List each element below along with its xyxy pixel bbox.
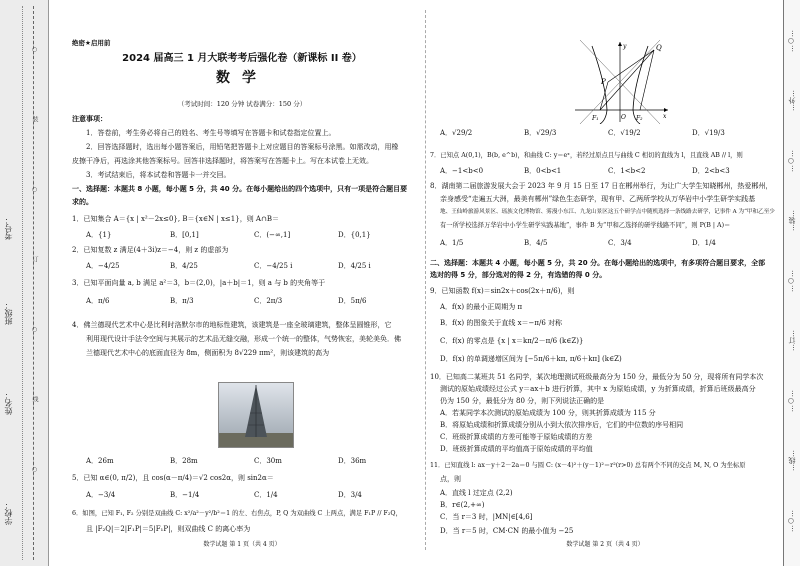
q2-option[interactable]: C．−4/25 i [254, 262, 293, 270]
q5-stem: 5．已知 α∈(0, π/2)，且 cos(α－π/4)＝√2 cos2α，则 sin2α＝ [72, 474, 274, 482]
school-label: 学校： [4, 501, 13, 525]
q4-option[interactable]: C．30m [254, 457, 282, 465]
q5-option[interactable]: A．−3/4 [86, 491, 116, 499]
q2-option[interactable]: D．4/25 i [338, 262, 371, 270]
subject-title: 数学 [216, 70, 268, 86]
q2-option[interactable]: B．4/25 [170, 262, 198, 270]
q6-line: 6．如图，已知 F₁, F₂ 分别是双曲线 C: x²/a²－y²/b²＝1 的左、右焦点，P, Q 为双曲线 C 上两点，满足 F₁P // F₂Q， [72, 510, 402, 517]
q11-option[interactable]: B．r∈(2,+∞) [440, 501, 485, 509]
q8-option[interactable]: D．1/4 [692, 239, 716, 247]
q3-option[interactable]: A．π/6 [86, 297, 110, 305]
margin-mark: …线… [788, 450, 796, 471]
q7-option[interactable]: C．1<b<2 [608, 167, 646, 175]
q6-option[interactable]: B．√29/3 [524, 129, 557, 137]
q3-option[interactable]: B．π/3 [170, 297, 194, 305]
q6-option[interactable]: A．√29/2 [440, 129, 473, 137]
secret-label: 绝密★启用前 [72, 39, 111, 47]
strip-mark: …订… [31, 250, 38, 268]
q3-option[interactable]: D．5π/6 [338, 297, 367, 305]
strip-mark: …○… [31, 320, 38, 339]
q1-option[interactable]: D．{0,1} [338, 231, 371, 239]
strip-mark: …○… [31, 180, 38, 199]
note-item: 皮擦干净后，再选涂其他答案标号。回答非选择题时，将答案写在答题卡上。写在本试卷上无效。 [72, 157, 373, 165]
section2-heading-cont: 选对的得 5 分，部分选对的得 2 分，有选错的得 0 分。 [430, 271, 607, 279]
note-item: 3．考试结束后，将本试卷和答题卡一并交回。 [86, 171, 231, 179]
q3-option[interactable]: C．2π/3 [254, 297, 283, 305]
q6-options [440, 128, 770, 139]
q1-option[interactable]: A．{1} [86, 231, 112, 239]
q11-line: 点，则 [440, 475, 461, 483]
section2-heading: 二、选择题：本题共 4 小题，每小题 5 分，共 20 分。在每小题给出的选项中，有多项符合题目要求，全部 [430, 259, 766, 267]
point-Q-label: Q [656, 44, 662, 52]
strip-mark: …○… [31, 460, 38, 479]
column-divider [425, 10, 426, 550]
section1-heading: 一、选择题：本题共 8 小题，每小题 5 分，共 40 分。在每小题给出的四个选项中，只有一项是符合题目要 [72, 185, 408, 193]
hyperbola-figure [570, 40, 670, 124]
q6-line: 且 |F₂Q|＝2|F₁P|＝5|F₁P|，则双曲线 C 的离心率为 [86, 525, 251, 533]
margin-mark: …外… [788, 90, 796, 111]
margin-mark: …○… [787, 390, 795, 412]
q4-option[interactable]: A．26m [86, 457, 114, 465]
strip-mark: …线… [31, 390, 38, 408]
q10-option[interactable]: C．班级折算成绩的方差可能等于原始成绩的方差 [440, 433, 593, 441]
left-column [64, 0, 420, 566]
q5-option[interactable]: C．1/4 [254, 491, 278, 499]
q1-option[interactable]: B．[0,1] [170, 231, 199, 239]
q9-option[interactable]: D．f(x) 的单调递增区间为 [−5π/6＋kπ, π/6＋kπ] (k∈Z) [440, 355, 622, 363]
x-axis-label: x [663, 113, 667, 120]
q2-options [86, 261, 416, 272]
q10-option[interactable]: D．班级折算成绩的平均值高于原始成绩的平均值 [440, 445, 593, 453]
q1-option[interactable]: C．(−∞,1] [254, 231, 291, 239]
q8-option[interactable]: A．1/5 [440, 239, 464, 247]
origin-label: O [621, 114, 626, 121]
note-item: 1．答卷前，考生务必将自己的姓名、考生号等填写在答题卡和试卷指定位置上。 [86, 129, 336, 137]
q10-line: 仍为 150 分，最低分为 80 分，则下列说法正确的是 [440, 397, 605, 405]
margin-mark: …○… [787, 270, 795, 292]
binding-strip-inner-line [22, 6, 23, 560]
y-axis-label: y [623, 43, 627, 50]
page-footer-left: 数学试题 第 1 页（共 4 页） [203, 541, 281, 548]
margin-mark: …○… [787, 510, 795, 532]
q4-option[interactable]: D．36m [338, 457, 367, 465]
exam-title: 2024 届高三 1 月大联考考后强化卷（新课标 II 卷） [122, 53, 362, 64]
q5-options [86, 490, 416, 501]
tower-photo [218, 382, 294, 448]
number-label: 考号： [4, 216, 13, 240]
q1-stem: 1．已知集合 A＝{x | x²－2x≤0}, B＝{x∈N | x≤1}，则 A∩B＝ [72, 215, 279, 223]
margin-mark: …○… [787, 30, 795, 52]
q1-options [86, 230, 416, 241]
point-F2-label: F₂ [636, 115, 643, 122]
margin-mark: …订… [788, 330, 796, 351]
q11-line: 11．已知直线 l: ax－y＋2－2a＝0 与圆 C: (x－4)²＋(y－1)²＝r²(r>0) 总有两个不同的交点 M, N, O 为坐标原 [430, 462, 746, 469]
q9-option[interactable]: A．f(x) 的最小正周期为 π [440, 303, 523, 311]
tower-illustration [219, 383, 293, 447]
q4-option[interactable]: B．28m [170, 457, 198, 465]
right-column [430, 0, 780, 566]
q7-option[interactable]: B．0<b<1 [524, 167, 562, 175]
q4-line: 4．佛兰德现代艺术中心是比利时洛默尔市的地标性建筑，该建筑是一座全玻璃建筑，整体呈圆锥形，它 [72, 321, 392, 329]
q10-option[interactable]: A．若某同学本次测试的原始成绩为 100 分，则其折算成绩为 115 分 [440, 409, 656, 417]
q11-option[interactable]: A．直线 l 过定点 (2,2) [440, 489, 513, 497]
name-label: 姓名： [4, 391, 13, 415]
q10-option[interactable]: B．将原始成绩和折算成绩分别从小到大依次排序后，它们的中位数的序号相同 [440, 421, 684, 429]
q5-option[interactable]: D．3/4 [338, 491, 362, 499]
q6-option[interactable]: D．√19/3 [692, 129, 725, 137]
strip-mark: …装… [31, 110, 38, 128]
note-item: 2．回答选择题时，选出每小题答案后，用铅笔把答题卡上对应题目的答案标号涂黑。如需改动，用橡 [86, 143, 399, 151]
q4-line: 兰德现代艺术中心的底面直径为 8m，侧面积为 8√229 πm²，则该建筑的高为 [86, 349, 330, 357]
q8-line: 亲身感受“走遍五大洲，最美有郴州”绿色生态研学，现有甲、乙两所学校从万华岩中小学生研学实践基 [440, 195, 756, 203]
q8-option[interactable]: C．3/4 [608, 239, 632, 247]
margin-mark: …装… [788, 210, 796, 231]
strip-mark: …○… [31, 40, 38, 59]
q3-stem: 3．已知平面向量 a, b 满足 a²＝3，b＝(2,0)，|a＋b|＝1，则 a 与 b 的夹角等于 [72, 279, 326, 287]
q8-option[interactable]: B．4/5 [524, 239, 548, 247]
point-P-label: P [601, 78, 606, 86]
class-label: 班级： [4, 301, 13, 325]
q7-options [440, 166, 770, 177]
q9-option[interactable]: C．f(x) 的零点是 {x | x＝kπ/2－π/6 (k∈Z)} [440, 337, 584, 345]
q4-line: 利用现代设计手法令空间与其展示的艺术品无缝交融，形成一个统一的整体，气势恢宏，美轮美奂．佛 [86, 335, 401, 343]
binding-strip [0, 0, 49, 566]
q7-stem: 7．已知点 A(0,1)，B(b, e^b)，和曲线 C: y＝eˣ，若经过原点且与曲线 C 相切的直线为 l，且直线 AB // l，则 [430, 152, 743, 159]
q8-line: 有一所学校选择万华岩中小学生研学实践基地”，事件 B 为“甲和乙选择的研学线路不同”，则 P(B | A)＝ [440, 222, 731, 229]
q10-line: 测试的原始成绩经过公式 y＝ax＋b 进行折算，其中 x 为原始成绩，y 为折算成绩，折算后班级最高分 [440, 385, 756, 393]
q8-line: 8．湖南第二届旅游发展大会于 2023 年 9 月 15 日至 17 日在郴州举行，为让广大学生知晓郴州，热爱郴州， [430, 182, 773, 190]
q6-option[interactable]: C．√19/2 [608, 129, 641, 137]
q8-line: 地、王仙岭旅游风景区、瑶族文化博物馆、雾漫小东江、九龙山景区这五个研学点中随机选择一条线路去研学，记事件 A 为“甲和乙至少 [440, 209, 775, 215]
q3-options [86, 296, 416, 307]
page-footer-right: 数学试题 第 2 页（共 4 页） [566, 541, 644, 548]
q2-option[interactable]: A．−4/25 [86, 262, 120, 270]
q11-option[interactable]: C．当 r＝3 时，|MN|∈[4,6] [440, 513, 533, 521]
margin-mark: …○… [787, 150, 795, 172]
q7-option[interactable]: A．−1<b<0 [440, 167, 484, 175]
q5-option[interactable]: B．−1/4 [170, 491, 200, 499]
q7-option[interactable]: D．2<b<3 [692, 167, 730, 175]
q4-options [86, 456, 416, 467]
q2-stem: 2．已知复数 z 满足(4＋3i)z＝−4，则 z 的虚部为 [72, 246, 229, 254]
point-F1-label: F₁ [592, 115, 599, 122]
q11-option[interactable]: D．当 r＝5 时，CM·CN 的最小值为 −25 [440, 527, 574, 535]
q9-stem: 9．已知函数 f(x)＝sin2x＋cos(2x＋π/6)，则 [430, 287, 575, 295]
section1-heading-cont: 求的。 [72, 198, 93, 206]
exam-time-info: （考试时间：120 分钟 试卷满分：150 分） [177, 100, 307, 108]
q8-options [440, 238, 770, 249]
notes-heading: 注意事项： [72, 115, 107, 123]
right-margin-bar [783, 0, 800, 566]
q9-option[interactable]: B．f(x) 的图象关于直线 x＝−π/6 对称 [440, 319, 563, 327]
q10-line: 10．已知高二某班共 51 名同学，某次地理测试班级最高分为 150 分，最低分为 50 分，现将所有同学本次 [430, 373, 764, 381]
